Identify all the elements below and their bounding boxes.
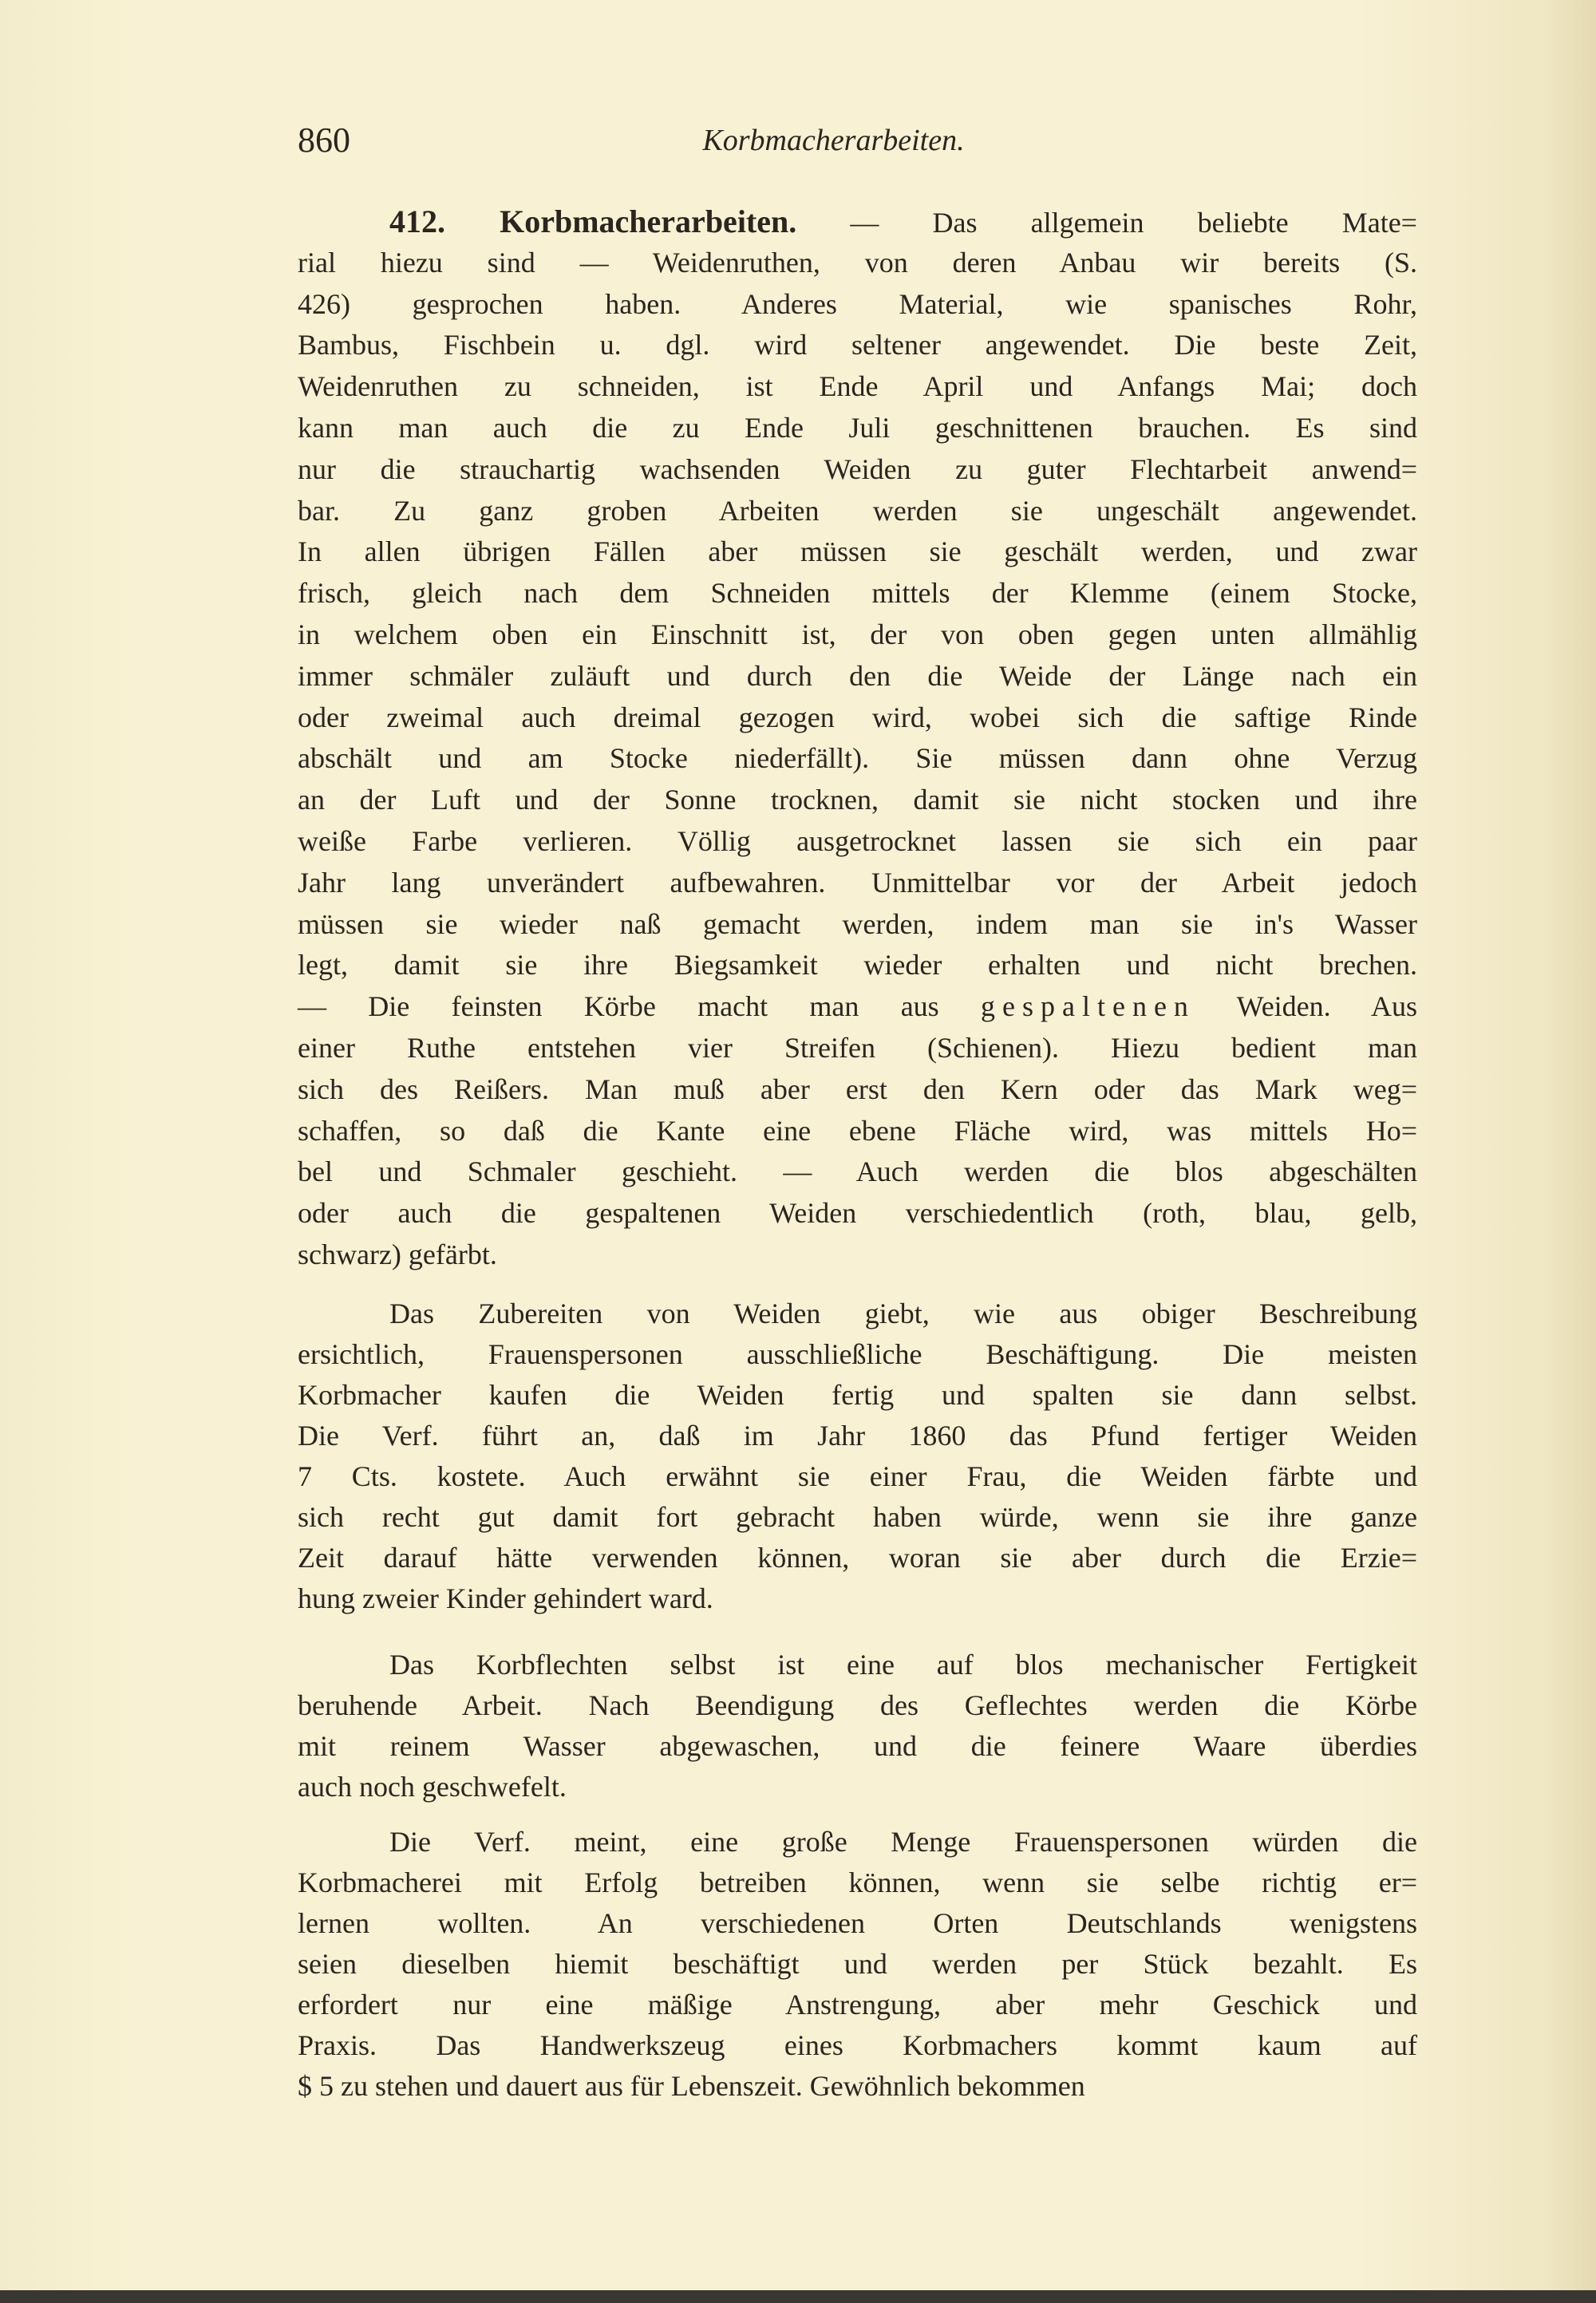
text-line: bar. Zu ganz groben Arbeiten werden sie ungeschält angewendet. xyxy=(298,494,1417,527)
text-line: kann man auch die zu Ende Juli geschnittenen brauchen. Es sind xyxy=(298,411,1417,444)
text-line: frisch, gleich nach dem Schneiden mittels der Klemme (einem Stocke, xyxy=(298,577,1417,610)
text-line: sich des Reißers. Man muß aber erst den Kern oder das Mark weg= xyxy=(298,1072,1417,1105)
text-segment: — Das allgemein beliebte Mate= xyxy=(796,207,1417,239)
text-line: Korbmacherei mit Erfolg betreiben können, wenn sie selbe richtig er= xyxy=(298,1866,1417,1898)
text-line: Die Verf. meint, eine große Menge Frauenspersonen würden die xyxy=(389,1826,1417,1858)
text-line: legt, damit sie ihre Biegsamkeit wieder erhalten und nicht brechen. xyxy=(298,949,1417,982)
text-line: Praxis. Das Handwerkszeug eines Korbmachers kommt kaum auf xyxy=(298,2029,1417,2061)
text-line: Das Korbflechten selbst ist eine auf blos mechanischer Fertigkeit xyxy=(389,1649,1417,1681)
text-line: schaffen, so daß die Kante eine ebene Fläche wird, was mittels Ho= xyxy=(298,1114,1417,1147)
running-header xyxy=(298,118,1417,163)
text-line xyxy=(298,201,1417,243)
scan-bottom-edge xyxy=(0,2290,1596,2303)
text-line: $ 5 zu stehen und dauert aus für Lebenszeit. Gewöhnlich bekommen xyxy=(298,2070,1085,2102)
text-line: in welchem oben ein Einschnitt ist, der von oben gegen unten allmählig xyxy=(298,618,1417,650)
text-line: mit reinem Wasser abgewaschen, und die feinere Waare überdies xyxy=(298,1730,1417,1762)
text-line: beruhende Arbeit. Nach Beendigung des Geflechtes werden die Körbe xyxy=(298,1689,1417,1721)
text-line: oder auch die gespaltenen Weiden verschiedentlich (roth, blau, gelb, xyxy=(298,1197,1417,1230)
text-line: Bambus, Fischbein u. dgl. wird seltener angewendet. Die beste Zeit, xyxy=(298,329,1417,361)
text-line: oder zweimal auch dreimal gezogen wird, wobei sich die saftige Rinde xyxy=(298,701,1417,733)
text-line: Weidenruthen zu schneiden, ist Ende April und Anfangs Mai; doch xyxy=(298,370,1417,403)
text-line: erfordert nur eine mäßige Anstrengung, aber mehr Geschick und xyxy=(298,1989,1417,2021)
text-line: immer schmäler zuläuft und durch den die Weide der Länge nach ein xyxy=(298,659,1417,692)
text-line: auch noch geschwefelt. xyxy=(298,1771,567,1803)
text-line: weiße Farbe verlieren. Völlig ausgetrocknet lassen sie sich ein paar xyxy=(298,824,1417,857)
text-segment: — Die feinsten Körbe macht man aus xyxy=(298,990,981,1023)
text-line: hung zweier Kinder gehindert ward. xyxy=(298,1582,713,1614)
text-line: sich recht gut damit fort gebracht haben würde, wenn sie ihre ganze xyxy=(298,1501,1417,1533)
paragraph-preparing-willows xyxy=(298,1294,1417,1619)
text-line: rial hiezu sind — Weidenruthen, von deren Anbau wir bereits (S. xyxy=(298,246,1417,278)
section-heading: 412. Korbmacherarbeiten. xyxy=(389,203,797,239)
text-segment: Weiden. Aus xyxy=(1195,990,1417,1023)
text-line: nur die strauchartig wachsenden Weiden zu guter Flechtarbeit anwend= xyxy=(298,452,1417,485)
text-line: abschält und am Stocke niederfällt). Sie müssen dann ohne Verzug xyxy=(298,742,1417,775)
text-line: 7 Cts. kostete. Auch erwähnt sie einer Frau, die Weiden färbte und xyxy=(298,1460,1417,1492)
running-title: Korbmacherarbeiten. xyxy=(702,124,965,157)
text-line: einer Ruthe entstehen vier Streifen (Schienen). Hiezu bedient man xyxy=(298,1031,1417,1064)
paragraph-women-basketry xyxy=(298,1822,1417,2107)
page-number: 860 xyxy=(298,120,350,160)
paragraph-basket-weaving xyxy=(298,1645,1417,1807)
paragraph-section-412 xyxy=(298,201,1417,1276)
text-line: Die Verf. führt an, daß im Jahr 1860 das Pfund fertiger Weiden xyxy=(298,1420,1417,1452)
text-line: schwarz) gefärbt. xyxy=(298,1238,497,1270)
text-line: an der Luft und der Sonne trocknen, damit sie nicht stocken und ihre xyxy=(298,784,1417,816)
text-line: lernen wollten. An verschiedenen Orten Deutschlands wenigstens xyxy=(298,1907,1417,1939)
text-line: Korbmacher kaufen die Weiden fertig und spalten sie dann selbst. xyxy=(298,1379,1417,1411)
text-line: Zeit darauf hätte verwenden können, woran sie aber durch die Erzie= xyxy=(298,1542,1417,1574)
text-line: bel und Schmaler geschieht. — Auch werden die blos abgeschälten xyxy=(298,1155,1417,1188)
text-line: In allen übrigen Fällen aber müssen sie geschält werden, und zwar xyxy=(298,535,1417,568)
text-line: Das Zubereiten von Weiden giebt, wie aus obiger Beschreibung xyxy=(389,1298,1417,1329)
emphasized-word: gespaltenen xyxy=(981,990,1195,1023)
text-line xyxy=(298,986,1417,1028)
text-line: Jahr lang unverändert aufbewahren. Unmittelbar vor der Arbeit jedoch xyxy=(298,866,1417,899)
text-line: ersichtlich, Frauenspersonen ausschließliche Beschäftigung. Die meisten xyxy=(298,1338,1417,1370)
text-line: seien dieselben hiemit beschäftigt und werden per Stück bezahlt. Es xyxy=(298,1948,1417,1980)
text-line: 426) gesprochen haben. Anderes Material, wie spanisches Rohr, xyxy=(298,287,1417,320)
text-line: müssen sie wieder naß gemacht werden, indem man sie in's Wasser xyxy=(298,907,1417,940)
